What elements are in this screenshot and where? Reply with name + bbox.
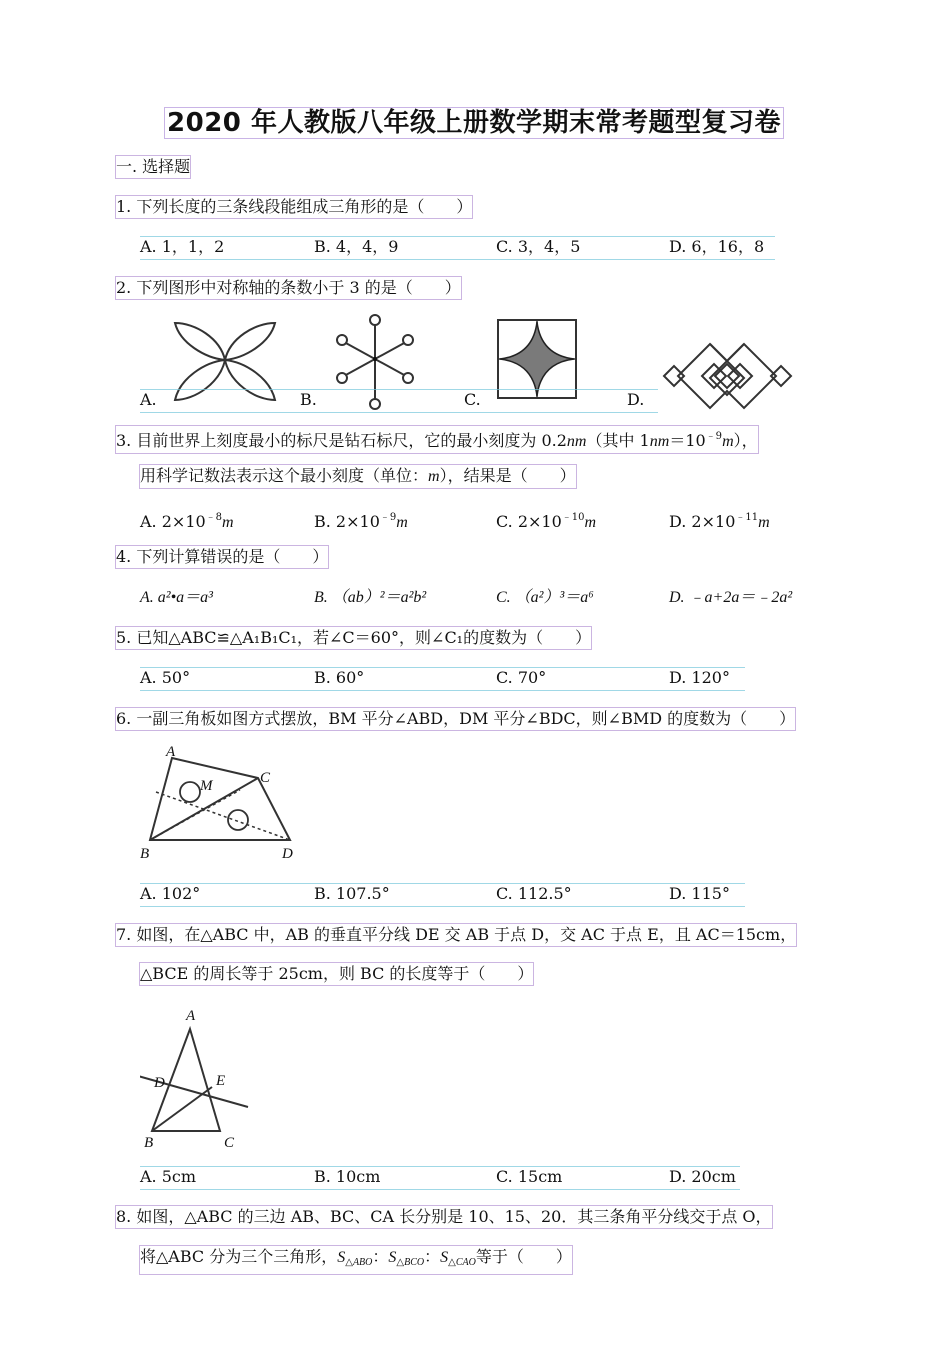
question-2-stem: 2. 下列图形中对称轴的条数小于 3 的是（ ） bbox=[116, 278, 461, 297]
q1-option-a[interactable]: A. 1，1，2 bbox=[140, 237, 225, 256]
q3-option-a[interactable]: A. $2\times 10^{﹣8}m$ bbox=[140, 512, 234, 531]
q7-option-b[interactable]: B. 10cm bbox=[314, 1167, 381, 1186]
svg-text:A: A bbox=[166, 744, 176, 760]
q6-option-c[interactable]: C. 112.5° bbox=[496, 884, 572, 903]
question-7-stem-line2: △BCE 的周长等于 25cm，则 BC 的长度等于（ ） bbox=[140, 964, 534, 983]
page-title: 2020 年人教版八年级上册数学期末常考题型复习卷 bbox=[0, 102, 948, 139]
question-5-stem: 5. 已知△ABC≌△A₁B₁C₁，若∠C＝60°，则∠C₁的度数为（ ） bbox=[116, 628, 592, 647]
svg-text:A: A bbox=[186, 1008, 196, 1024]
svg-text:D: D bbox=[154, 1075, 165, 1091]
q1-option-d[interactable]: D. 6，16，8 bbox=[669, 237, 765, 256]
question-1-stem: 1. 下列长度的三条线段能组成三角形的是（ ） bbox=[116, 197, 473, 216]
q3-option-d[interactable]: D. $2\times 10^{﹣11}m$ bbox=[669, 512, 770, 531]
q5-option-b[interactable]: B. 60° bbox=[314, 668, 365, 687]
q4-option-d[interactable]: D. ﹣a+2a＝﹣2a² bbox=[669, 589, 793, 606]
q7-option-a[interactable]: A. 5cm bbox=[140, 1167, 197, 1186]
q1-option-b[interactable]: B. 4，4，9 bbox=[314, 237, 399, 256]
question-6-stem: 6. 一副三角板如图方式摆放，BM 平分∠ABD，DM 平分∠BDC，则∠BMD 的度数为（ ） bbox=[116, 709, 796, 728]
question-4-stem: 4. 下列计算错误的是（ ） bbox=[116, 547, 329, 566]
q4-option-a[interactable]: A. a²•a＝a³ bbox=[140, 589, 213, 606]
triangle-set-figure bbox=[138, 744, 303, 864]
question-3-stem-line2: 用科学记数法表示这个最小刻度（单位：m），结果是（ ） bbox=[140, 465, 576, 488]
question-7-stem-line1: 7. 如图，在△ABC 中，AB 的垂直平分线 DE 交 AB 于点 D，交 AC 于点 E，且 AC＝15cm， bbox=[116, 925, 797, 944]
svg-text:M: M bbox=[200, 778, 213, 794]
q2-option-a[interactable]: A. bbox=[140, 390, 157, 409]
diamond-knot-figure bbox=[660, 340, 795, 412]
question-5-options bbox=[140, 667, 745, 691]
svg-text:C: C bbox=[260, 770, 271, 786]
q1-option-c[interactable]: C. 3，4，5 bbox=[496, 237, 581, 256]
q5-option-d[interactable]: D. 120° bbox=[669, 668, 730, 687]
q4-option-c[interactable]: C. （a²）³＝a⁶ bbox=[496, 589, 594, 606]
svg-text:B: B bbox=[140, 846, 150, 862]
svg-text:B: B bbox=[144, 1135, 154, 1150]
q7-option-c[interactable]: C. 15cm bbox=[496, 1167, 563, 1186]
question-2-options bbox=[140, 389, 658, 413]
question-8-stem-line2: 将△ABC 分为三个三角形，$S_{\triangle ABO}$：$S_{\triangle BCO}$：$S_{\triangle CAO}$等于（ ） bbox=[140, 1246, 572, 1274]
q6-option-a[interactable]: A. 102° bbox=[140, 884, 201, 903]
q2-option-b[interactable]: B. bbox=[300, 390, 317, 409]
q6-option-b[interactable]: B. 107.5° bbox=[314, 884, 390, 903]
q6-option-d[interactable]: D. 115° bbox=[669, 884, 730, 903]
q5-option-c[interactable]: C. 70° bbox=[496, 668, 547, 687]
q3-option-c[interactable]: C. $2\times 10^{﹣10}m$ bbox=[496, 512, 597, 531]
question-8-stem-line1: 8. 如图，△ABC 的三边 AB、BC、CA 长分别是 10、15、20．其三条角平分线交于点 O， bbox=[116, 1207, 772, 1226]
section-heading: 一. 选择题 bbox=[116, 157, 191, 176]
svg-text:E: E bbox=[216, 1073, 226, 1089]
isosceles-triangle-figure bbox=[140, 1005, 260, 1150]
svg-text:D: D bbox=[282, 846, 293, 862]
q5-option-a[interactable]: A. 50° bbox=[140, 668, 191, 687]
svg-text:C: C bbox=[224, 1135, 235, 1150]
question-6-options bbox=[140, 883, 745, 907]
q2-option-c[interactable]: C. bbox=[464, 390, 481, 409]
question-7-options bbox=[140, 1166, 740, 1190]
q3-option-b[interactable]: B. $2\times 10^{﹣9}m$ bbox=[314, 512, 408, 531]
q4-option-b[interactable]: B. （ab）²＝a²b² bbox=[314, 589, 427, 606]
q2-option-d[interactable]: D. bbox=[627, 390, 645, 409]
question-3-stem-line1: 3. 目前世界上刻度最小的标尺是钻石标尺，它的最小刻度为 0.2nm（其中 $1nm=10^{﹣9}m$）， bbox=[116, 426, 758, 453]
q7-option-d[interactable]: D. 20cm bbox=[669, 1167, 736, 1186]
